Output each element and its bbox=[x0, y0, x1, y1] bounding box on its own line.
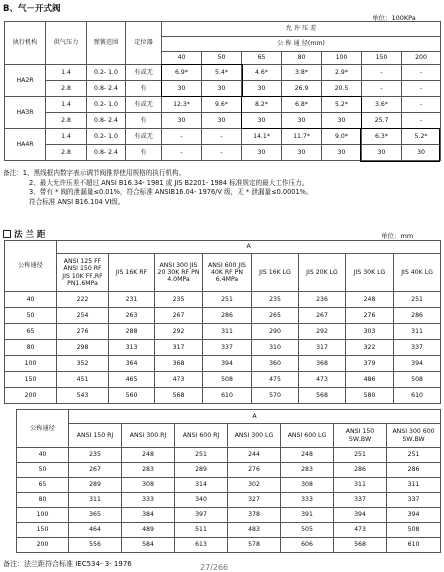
note-3: 3、带有 * 阀的泄漏量≤0.01%，符合标准 ANSIB16.04- 1976/V 级，无 * 泄漏量≤0.0001%。 bbox=[29, 188, 313, 197]
nominal-size: 200 bbox=[5, 388, 57, 404]
positioner: 有或无 bbox=[126, 65, 162, 81]
spring-range: 0.8- 2.4 bbox=[87, 113, 126, 129]
flange-distance: 610 bbox=[394, 388, 441, 404]
flange-distance: 560 bbox=[109, 388, 155, 404]
flange-column-header: JIS 30K LG bbox=[346, 254, 394, 292]
supply-pressure: 2.8 bbox=[46, 145, 87, 161]
flange-distance: 337 bbox=[203, 340, 252, 356]
flange-distance: 288 bbox=[109, 324, 155, 340]
section2-title-wrap bbox=[3, 228, 45, 240]
actuator-ha2r: HA2R bbox=[5, 65, 46, 97]
supply-pressure: 1.4 bbox=[46, 129, 87, 145]
section1-unit: 单位：100KPa bbox=[372, 14, 416, 22]
flange-distance: 276 bbox=[346, 308, 394, 324]
flange-column-header: ANSI 600 LG bbox=[281, 424, 334, 448]
nominal-size: 80 bbox=[5, 340, 57, 356]
supply-pressure: 1.4 bbox=[46, 97, 87, 113]
flange-distance: 333 bbox=[281, 493, 334, 508]
flange-distance: 368 bbox=[299, 356, 346, 372]
header-supply: 供气压力 bbox=[46, 22, 87, 65]
size-header-80: 80 bbox=[282, 52, 322, 65]
pressure-value: 30 bbox=[322, 145, 362, 161]
flange-distance: 286 bbox=[203, 308, 252, 324]
flange-distance: 508 bbox=[387, 523, 441, 538]
table-row bbox=[17, 538, 441, 553]
note-4: 符合标准 ANSI B16.104 VI级。 bbox=[29, 197, 125, 206]
flange-distance: 365 bbox=[69, 508, 122, 523]
nominal-size: 65 bbox=[5, 324, 57, 340]
table-row bbox=[17, 523, 441, 538]
table-row bbox=[5, 340, 441, 356]
nominal-size: 80 bbox=[17, 493, 69, 508]
table-row bbox=[17, 508, 441, 523]
pressure-value: 30 bbox=[282, 113, 322, 129]
flange-distance: 251 bbox=[334, 448, 387, 463]
flange-column-header: ANSI 150 SW,BW bbox=[334, 424, 387, 448]
flange-column-header: JIS 20K LG bbox=[299, 254, 346, 292]
flange-distance: 578 bbox=[228, 538, 281, 553]
pressure-value: 14.1* bbox=[242, 129, 282, 145]
flange-distance: 289 bbox=[69, 478, 122, 493]
flange-distance: 606 bbox=[281, 538, 334, 553]
pressure-value: - bbox=[402, 81, 441, 97]
flange-distance: 298 bbox=[57, 340, 109, 356]
flange-distance: 311 bbox=[69, 493, 122, 508]
flange-column-header: ANSI 300 600 SW,BW bbox=[387, 424, 441, 448]
pressure-value: 3.8* bbox=[282, 65, 322, 81]
spring-range: 0.8- 2.4 bbox=[87, 81, 126, 97]
flange-distance: 276 bbox=[57, 324, 109, 340]
flange-distance: 267 bbox=[69, 463, 122, 478]
flange-distance: 394 bbox=[387, 508, 441, 523]
table-row bbox=[5, 356, 441, 372]
flange-distance: 379 bbox=[346, 356, 394, 372]
pressure-value: - bbox=[402, 97, 441, 113]
page-number: 27/266 bbox=[200, 563, 229, 572]
flange-distance: 568 bbox=[334, 538, 387, 553]
flange-distance: 568 bbox=[155, 388, 203, 404]
flange-distance: 263 bbox=[109, 308, 155, 324]
flange-distance: 267 bbox=[299, 308, 346, 324]
flange-distance: 378 bbox=[228, 508, 281, 523]
actuator-ha3r: HA3R bbox=[5, 97, 46, 129]
flange-column-header: ANSI 600 JIS 40K RF PN 6.4MPa bbox=[203, 254, 252, 292]
flange-distance: 292 bbox=[299, 324, 346, 340]
pressure-value: - bbox=[362, 65, 402, 81]
nominal-size: 40 bbox=[17, 448, 69, 463]
table-row bbox=[5, 388, 441, 404]
pressure-value: 25.7 bbox=[362, 113, 402, 129]
pressure-value: - bbox=[202, 145, 242, 161]
pressure-value: 3.6* bbox=[362, 97, 402, 113]
flange1-header-a: A bbox=[57, 241, 441, 254]
section1-notes bbox=[3, 169, 441, 207]
positioner: 有 bbox=[126, 81, 162, 97]
pressure-value: 26.9 bbox=[282, 81, 322, 97]
pressure-value: 30 bbox=[282, 145, 322, 161]
flange-distance: 473 bbox=[334, 523, 387, 538]
table-row bbox=[5, 129, 441, 145]
flange-distance: 308 bbox=[122, 478, 175, 493]
pressure-value: - bbox=[162, 129, 202, 145]
nominal-size: 100 bbox=[17, 508, 69, 523]
flange-distance: 286 bbox=[334, 463, 387, 478]
flange-distance: 283 bbox=[122, 463, 175, 478]
flange-distance: 483 bbox=[228, 523, 281, 538]
spring-range: 0.2- 1.0 bbox=[87, 97, 126, 113]
flange-distance: 475 bbox=[252, 372, 299, 388]
flange-distance: 286 bbox=[394, 308, 441, 324]
positioner: 有或无 bbox=[126, 97, 162, 113]
pressure-value: 30 bbox=[162, 81, 202, 97]
pressure-value: 30 bbox=[202, 113, 242, 129]
flange-distance: 352 bbox=[57, 356, 109, 372]
spring-range: 0.8- 2.4 bbox=[87, 145, 126, 161]
flange-column-header: ANSI 300 JIS 20 30K RF PN 4.0MPa bbox=[155, 254, 203, 292]
flange-distance: 267 bbox=[155, 308, 203, 324]
pressure-value: - bbox=[362, 81, 402, 97]
flange-distance: 317 bbox=[299, 340, 346, 356]
header-spring: 弹簧范围 bbox=[87, 22, 126, 65]
spring-range: 0.2- 1.0 bbox=[87, 65, 126, 81]
flange-distance: 511 bbox=[175, 523, 228, 538]
section2-title: 法 兰 距 bbox=[14, 230, 46, 240]
flange-distance: 251 bbox=[175, 448, 228, 463]
flange-distance: 337 bbox=[387, 493, 441, 508]
size-header-200: 200 bbox=[402, 52, 441, 65]
flange1-header-nominal: 公称通径 bbox=[5, 241, 57, 292]
pressure-value: 9.6* bbox=[202, 97, 242, 113]
flange-distance: 340 bbox=[175, 493, 228, 508]
flange-footnote: 备注：法兰距符合标准 IEC534- 3- 1976 bbox=[3, 560, 132, 568]
flange-distance: 290 bbox=[252, 324, 299, 340]
pressure-value: 30 bbox=[402, 145, 441, 161]
flange-distance: 337 bbox=[394, 340, 441, 356]
flange-distance: 613 bbox=[175, 538, 228, 553]
flange-distance: 314 bbox=[175, 478, 228, 493]
flange-distance: 311 bbox=[203, 324, 252, 340]
flange-distance: 360 bbox=[252, 356, 299, 372]
pressure-value: 5.2* bbox=[322, 97, 362, 113]
flange-distance: 244 bbox=[228, 448, 281, 463]
flange-distance: 465 bbox=[109, 372, 155, 388]
flange-column-header: JIS 40K LG bbox=[394, 254, 441, 292]
nominal-size: 40 bbox=[5, 292, 57, 308]
nominal-size: 65 bbox=[17, 478, 69, 493]
positioner: 有或无 bbox=[126, 129, 162, 145]
table-row bbox=[5, 292, 441, 308]
table-row bbox=[5, 97, 441, 113]
flange-distance: 310 bbox=[252, 340, 299, 356]
flange-column-header: JIS 16K RF bbox=[109, 254, 155, 292]
flange-distance: 322 bbox=[346, 340, 394, 356]
size-header-50: 50 bbox=[202, 52, 242, 65]
pressure-value: 9.0* bbox=[322, 129, 362, 145]
flange-distance: 313 bbox=[109, 340, 155, 356]
flange-distance: 311 bbox=[394, 324, 441, 340]
flange-distance: 265 bbox=[252, 308, 299, 324]
table-row bbox=[5, 65, 441, 81]
nominal-size: 50 bbox=[17, 463, 69, 478]
pressure-value: 20.5 bbox=[322, 81, 362, 97]
flange-distance: 580 bbox=[346, 388, 394, 404]
flange-distance: 311 bbox=[334, 478, 387, 493]
nominal-size: 150 bbox=[5, 372, 57, 388]
pressure-value: 4.6* bbox=[242, 65, 282, 81]
pressure-value: 8.2* bbox=[242, 97, 282, 113]
flange-distance: 235 bbox=[252, 292, 299, 308]
flange-distance: 394 bbox=[203, 356, 252, 372]
flange-distance: 489 bbox=[122, 523, 175, 538]
flange-distance: 505 bbox=[281, 523, 334, 538]
flange-column-header: ANSI 300 RJ bbox=[122, 424, 175, 448]
pressure-value: - bbox=[162, 145, 202, 161]
flange-column-header: ANSI 125 FF ANSI 150 RF JIS 10K FF,RF PN1.6MPa bbox=[57, 254, 109, 292]
nominal-size: 100 bbox=[5, 356, 57, 372]
flange-distance: 473 bbox=[299, 372, 346, 388]
spring-range: 0.2- 1.0 bbox=[87, 129, 126, 145]
flange-distance: 508 bbox=[203, 372, 252, 388]
header-actuator: 执行机构 bbox=[5, 22, 46, 65]
table-row bbox=[5, 324, 441, 340]
flange-distance: 508 bbox=[394, 372, 441, 388]
table-row bbox=[17, 463, 441, 478]
flange2-header-a: A bbox=[69, 410, 441, 424]
flange-distance: 394 bbox=[334, 508, 387, 523]
table-row bbox=[17, 493, 441, 508]
size-header-100: 100 bbox=[322, 52, 362, 65]
flange-distance: 568 bbox=[299, 388, 346, 404]
pressure-value: 5.2* bbox=[402, 129, 441, 145]
flange-distance: 231 bbox=[109, 292, 155, 308]
flange-distance: 286 bbox=[387, 463, 441, 478]
flange-distance: 283 bbox=[281, 463, 334, 478]
header-nominal: 公 称 通 径(mm) bbox=[162, 37, 441, 52]
pressure-value: 30 bbox=[202, 81, 242, 97]
table-row bbox=[5, 145, 441, 161]
flange-distance: 236 bbox=[299, 292, 346, 308]
flange-distance: 235 bbox=[155, 292, 203, 308]
square-bullet-icon bbox=[3, 230, 11, 238]
flange-distance: 464 bbox=[69, 523, 122, 538]
supply-pressure: 2.8 bbox=[46, 81, 87, 97]
flange-distance: 384 bbox=[122, 508, 175, 523]
flange-distance: 397 bbox=[175, 508, 228, 523]
pressure-value: 30 bbox=[322, 113, 362, 129]
flange-distance: 276 bbox=[228, 463, 281, 478]
flange-distance: 556 bbox=[69, 538, 122, 553]
table-row bbox=[5, 113, 441, 129]
flange-distance: 610 bbox=[387, 538, 441, 553]
pressure-value: 30 bbox=[242, 113, 282, 129]
flange-distance: 292 bbox=[155, 324, 203, 340]
size-header-40: 40 bbox=[162, 52, 202, 65]
flange-distance: 543 bbox=[57, 388, 109, 404]
pressure-value: - bbox=[202, 129, 242, 145]
flange-distance: 333 bbox=[122, 493, 175, 508]
pressure-value: - bbox=[402, 65, 441, 81]
flange-distance: 311 bbox=[387, 478, 441, 493]
size-header-150: 150 bbox=[362, 52, 402, 65]
flange-column-header: JIS 16K LG bbox=[252, 254, 299, 292]
positioner: 有 bbox=[126, 113, 162, 129]
nominal-size: 200 bbox=[17, 538, 69, 553]
supply-pressure: 1.4 bbox=[46, 65, 87, 81]
flange-distance: 248 bbox=[346, 292, 394, 308]
flange-distance: 317 bbox=[155, 340, 203, 356]
table-row bbox=[5, 308, 441, 324]
flange-distance: 251 bbox=[203, 292, 252, 308]
flange-distance: 248 bbox=[281, 448, 334, 463]
flange-distance: 394 bbox=[394, 356, 441, 372]
flange-distance: 248 bbox=[122, 448, 175, 463]
pressure-value: 30 bbox=[362, 145, 402, 161]
pressure-value: 6.3* bbox=[362, 129, 402, 145]
actuator-ha4r: HA4R bbox=[5, 129, 46, 161]
note-1: 备注：1、黑线框内数字表示调节阀推荐使用规格的执行机构。 bbox=[3, 169, 186, 177]
flange-distance: 486 bbox=[346, 372, 394, 388]
pressure-value: 12.3* bbox=[162, 97, 202, 113]
flange-distance: 254 bbox=[57, 308, 109, 324]
flange-table-1 bbox=[4, 240, 441, 404]
nominal-size: 50 bbox=[5, 308, 57, 324]
pressure-value: 2.9* bbox=[322, 65, 362, 81]
flange-distance: 337 bbox=[334, 493, 387, 508]
note-2: 2、最大允许压差不超过 ANSI B16.34- 1981 或 JIS B2201- 1984 标准规定的最大工作压力。 bbox=[29, 178, 309, 187]
flange-distance: 303 bbox=[346, 324, 394, 340]
flange-column-header: ANSI 300 LG bbox=[228, 424, 281, 448]
table-row bbox=[5, 81, 441, 97]
table-row bbox=[17, 478, 441, 493]
pressure-value: - bbox=[402, 113, 441, 129]
flange-column-header: ANSI 150 RJ bbox=[69, 424, 122, 448]
pressure-value: 6.9* bbox=[162, 65, 202, 81]
flange-column-header: ANSI 600 RJ bbox=[175, 424, 228, 448]
header-allowable: 允 许 压 差 bbox=[162, 22, 441, 37]
flange-distance: 251 bbox=[387, 448, 441, 463]
flange-distance: 584 bbox=[122, 538, 175, 553]
table-row bbox=[5, 372, 441, 388]
supply-pressure: 2.8 bbox=[46, 113, 87, 129]
flange-distance: 570 bbox=[252, 388, 299, 404]
pressure-value: 6.8* bbox=[282, 97, 322, 113]
pressure-value: 5.4* bbox=[202, 65, 242, 81]
flange-table-2 bbox=[16, 409, 441, 553]
flange-distance: 251 bbox=[394, 292, 441, 308]
flange-distance: 289 bbox=[175, 463, 228, 478]
flange-distance: 610 bbox=[203, 388, 252, 404]
pressure-value: 11.7* bbox=[282, 129, 322, 145]
flange-distance: 451 bbox=[57, 372, 109, 388]
section2-unit: 单位：mm bbox=[381, 232, 414, 240]
flange-distance: 391 bbox=[281, 508, 334, 523]
nominal-size: 150 bbox=[17, 523, 69, 538]
pressure-value: 30 bbox=[162, 113, 202, 129]
flange2-header-nominal: 公称通径 bbox=[17, 410, 69, 448]
table-row bbox=[17, 448, 441, 463]
flange-distance: 368 bbox=[155, 356, 203, 372]
header-positioner: 定位器 bbox=[126, 22, 162, 65]
flange-distance: 327 bbox=[228, 493, 281, 508]
size-header-65: 65 bbox=[242, 52, 282, 65]
pressure-table bbox=[4, 21, 441, 161]
pressure-value: 30 bbox=[242, 145, 282, 161]
section1-title: B、气－开式阀 bbox=[3, 4, 61, 14]
pressure-value: 30 bbox=[242, 81, 282, 97]
positioner: 有 bbox=[126, 145, 162, 161]
flange-distance: 235 bbox=[69, 448, 122, 463]
flange-distance: 222 bbox=[57, 292, 109, 308]
flange-distance: 364 bbox=[109, 356, 155, 372]
flange-distance: 308 bbox=[281, 478, 334, 493]
flange-distance: 473 bbox=[155, 372, 203, 388]
flange-distance: 302 bbox=[228, 478, 281, 493]
